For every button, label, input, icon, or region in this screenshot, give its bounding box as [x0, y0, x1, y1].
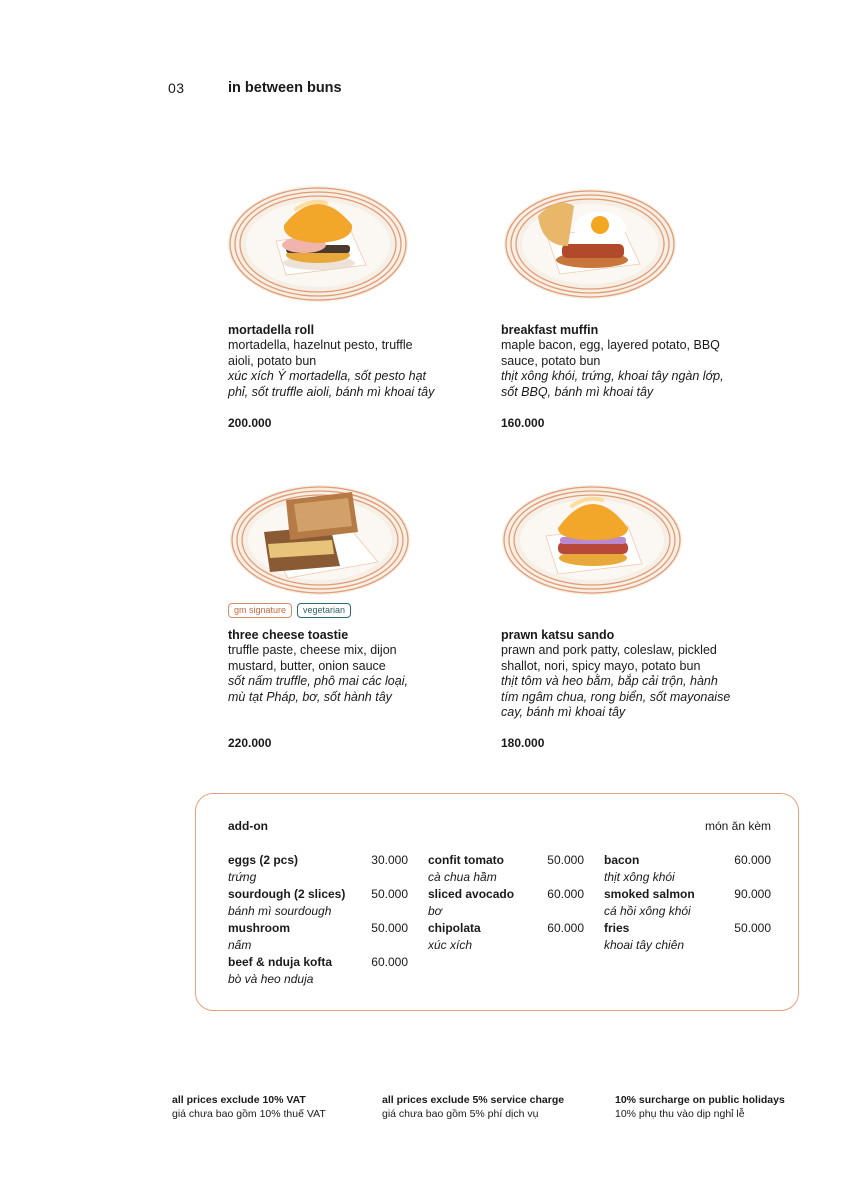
item-name: prawn katsu sando: [501, 628, 615, 642]
muffin-plate-icon: [502, 186, 678, 302]
addon-name-vi: nấm: [228, 938, 252, 952]
footer-note-vi: giá chưa bao gồm 10% thuế VAT: [172, 1108, 326, 1120]
addon-name-vi: xúc xích: [428, 938, 473, 952]
item-ingredients-en: mortadella, hazelnut pesto, truffle: [228, 338, 413, 352]
addon-price: 50.000: [371, 921, 408, 935]
item-ingredients-vi: tím ngâm chua, rong biển, sốt mayonaise: [501, 689, 731, 704]
item-ingredients-en: sauce, potato bun: [501, 353, 601, 368]
addon-price: 60.000: [547, 921, 584, 935]
footer-note-en: 10% surcharge on public holidays: [615, 1094, 785, 1106]
addon-name: smoked salmon: [604, 887, 695, 901]
footer-note-vat: [172, 1093, 326, 1121]
addon-item: [428, 920, 481, 954]
addon-item: [228, 920, 290, 954]
item-price: 160.000: [501, 416, 545, 430]
footer-note-holiday: [615, 1093, 785, 1121]
item-ingredients-vi: phỉ, sốt truffle aioli, bánh mì khoai tây: [228, 384, 435, 399]
tag-vegetarian: vegetarian: [297, 603, 351, 618]
addon-name-vi: khoai tây chiên: [604, 938, 685, 952]
footer-note-vi: giá chưa bao gồm 5% phí dịch vụ: [382, 1108, 539, 1120]
menu-item-breakfast-muffin: [501, 323, 741, 400]
addon-name-vi: bò và heo nduja: [228, 972, 314, 986]
item-ingredients-en: maple bacon, egg, layered potato, BBQ: [501, 338, 720, 352]
item-ingredients-en: mustard, butter, onion sauce: [228, 658, 386, 673]
item-ingredients-en: truffle paste, cheese mix, dijon: [228, 643, 397, 657]
addon-name: mushroom: [228, 921, 291, 935]
section-title: in between buns: [228, 80, 342, 96]
footer-note-vi: 10% phụ thu vào dịp nghỉ lễ: [615, 1108, 745, 1120]
item-price: 200.000: [228, 416, 272, 430]
item-ingredients-en: aioli, potato bun: [228, 353, 317, 368]
item-ingredients-vi: sốt nấm truffle, phô mai các loại,: [228, 674, 408, 688]
addon-name-vi: trứng: [228, 870, 257, 884]
addon-name: fries: [604, 921, 630, 935]
addon-price: 60.000: [734, 853, 771, 867]
addon-title: add-on: [228, 819, 268, 833]
addon-name-vi: cá hồi xông khói: [604, 904, 691, 918]
addon-price: 60.000: [547, 887, 584, 901]
tag-gm-signature: gm signature: [228, 603, 292, 618]
item-price: 180.000: [501, 736, 545, 750]
addon-name-vi: bánh mì sourdough: [228, 904, 332, 918]
item-name: breakfast muffin: [501, 323, 599, 337]
footer-note-en: all prices exclude 5% service charge: [382, 1094, 565, 1106]
addon-price: 30.000: [371, 853, 408, 867]
addon-name: eggs (2 pcs): [228, 853, 299, 867]
addon-item: [428, 886, 514, 920]
page-number: 03: [168, 80, 185, 96]
addon-item: [604, 886, 695, 920]
item-ingredients-vi: cay, bánh mì khoai tây: [501, 705, 626, 719]
toastie-plate-icon: [228, 482, 412, 598]
addon-item: [604, 920, 684, 954]
item-ingredients-en: prawn and pork patty, coleslaw, pickled: [501, 643, 717, 657]
addon-price: 90.000: [734, 887, 771, 901]
menu-item-prawn-katsu-sando: [501, 628, 761, 721]
item-name: mortadella roll: [228, 323, 315, 337]
sando-plate-icon: [500, 482, 684, 598]
item-ingredients-vi: thịt xông khói, trứng, khoai tây ngàn lớp,: [501, 369, 724, 383]
addon-item: [228, 886, 345, 920]
burger-plate-icon: [226, 183, 410, 305]
menu-item-three-cheese-toastie: [228, 628, 468, 705]
addon-name: sourdough (2 slices): [228, 887, 346, 901]
item-ingredients-vi: sốt BBQ, bánh mì khoai tây: [501, 384, 654, 399]
addon-name-vi: bơ: [428, 904, 442, 918]
item-ingredients-vi: thịt tôm và heo bằm, bắp cải trộn, hành: [501, 674, 718, 688]
item-ingredients-vi: xúc xích Ý mortadella, sốt pesto hạt: [228, 369, 427, 383]
footer-note-service: [382, 1093, 564, 1121]
addon-item: [228, 852, 298, 886]
addon-name: sliced avocado: [428, 887, 515, 901]
addon-price: 50.000: [734, 921, 771, 935]
item-tags: [228, 603, 351, 618]
item-ingredients-en: shallot, nori, spicy mayo, potato bun: [501, 658, 701, 673]
addon-name: chipolata: [428, 921, 481, 935]
addon-name: confit tomato: [428, 853, 504, 867]
addon-price: 50.000: [371, 887, 408, 901]
addon-price: 50.000: [547, 853, 584, 867]
footer-note-en: all prices exclude 10% VAT: [172, 1094, 306, 1106]
menu-item-mortadella-roll: [228, 323, 468, 400]
addon-item: [228, 954, 332, 988]
addon-name-vi: cà chua hầm: [428, 870, 497, 884]
addon-name: beef & nduja kofta: [228, 955, 333, 969]
addon-price: 60.000: [371, 955, 408, 969]
item-ingredients-vi: mù tạt Pháp, bơ, sốt hành tây: [228, 689, 392, 704]
addon-name: bacon: [604, 853, 640, 867]
addon-item: [604, 852, 675, 886]
addon-title-vi: món ăn kèm: [704, 819, 771, 833]
addon-name-vi: thịt xông khói: [604, 870, 675, 884]
addon-item: [428, 852, 504, 886]
item-name: three cheese toastie: [228, 628, 349, 642]
item-price: 220.000: [228, 736, 272, 750]
